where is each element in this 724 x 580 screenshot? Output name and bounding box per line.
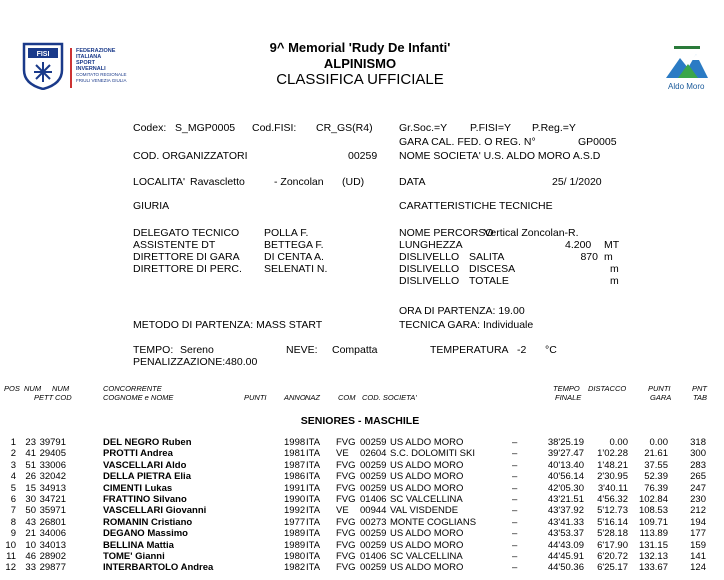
localita-value: Ravascletto <box>190 176 245 188</box>
cell-cod: 28902 <box>39 551 66 562</box>
official-role-1: DELEGATO TECNICO <box>133 227 240 239</box>
fed-line-4: INVERNALI <box>76 66 106 72</box>
official-name-2: BETTEGA F. <box>264 239 324 251</box>
cell-dist: 3'40.11 <box>597 482 628 494</box>
svg-text:FISI: FISI <box>36 51 50 58</box>
cell-dash: – <box>512 482 518 494</box>
dislivello-label-2: DISLIVELLO <box>399 263 460 275</box>
cell-punti: 133.67 <box>638 562 668 574</box>
col-cognome: COGNOME e NOME <box>103 393 174 402</box>
cell-dist: 1'02.28 <box>597 448 628 460</box>
dislivello-label-1: DISLIVELLO <box>399 251 460 263</box>
percorso-label: NOME PERCORSO <box>399 227 494 239</box>
cell-tempo: 43'41.33 <box>547 516 584 528</box>
club-logo <box>664 44 710 92</box>
temperatura-label: TEMPERATURA <box>430 344 509 356</box>
cell-tab: 177 <box>690 528 706 540</box>
penalizzazione: PENALIZZAZIONE:480.00 <box>133 356 258 368</box>
cell-codsoc: 01406 <box>360 551 387 562</box>
cell-pett: 43 <box>25 516 36 528</box>
col-punti2: PUNTI <box>648 384 671 393</box>
cell-tempo: 42'05.30 <box>547 482 584 494</box>
fed-line-2: ITALIANA <box>76 54 102 60</box>
tecnica-gara: TECNICA GARA: Individuale <box>399 319 534 331</box>
cell-codsoc: 00259 <box>360 482 387 494</box>
cell-punti: 132.13 <box>638 551 668 562</box>
cell-tab: 141 <box>690 551 706 562</box>
cell-anno: 1982 <box>284 562 306 574</box>
cell-pett: 10 <box>25 539 36 551</box>
cell-codsoc: 00944 <box>360 505 387 517</box>
cell-name: VASCELLARI Giovanni <box>103 505 207 517</box>
col-gara: GARA <box>650 393 672 402</box>
cell-pos: 1 <box>10 437 16 448</box>
cell-pett: 50 <box>25 505 36 517</box>
cell-dist: 5'16.14 <box>597 516 628 528</box>
cell-punti: 0.00 <box>649 437 668 448</box>
cell-tab: 124 <box>690 562 706 574</box>
cell-codsoc: 00259 <box>360 528 387 540</box>
cell-name: PROTTI Andrea <box>103 448 173 460</box>
cell-soc: US ALDO MORO <box>390 482 464 494</box>
fed-line-3: SPORT <box>76 60 95 66</box>
cell-tab: 230 <box>690 494 706 505</box>
cell-anno: 1981 <box>284 448 306 460</box>
cell-punti: 113.89 <box>639 528 668 540</box>
cell-name: VASCELLARI Aldo <box>103 459 187 471</box>
cell-dash: – <box>512 516 518 528</box>
cell-pos: 6 <box>10 494 16 505</box>
cell-com: FVG <box>336 516 356 528</box>
cell-cod: 39791 <box>39 437 66 448</box>
cell-pett: 41 <box>25 448 36 460</box>
table-row <box>0 541 724 552</box>
p-fisi: P.FISI=Y <box>470 122 511 134</box>
lunghezza-label: LUNGHEZZA <box>399 239 463 251</box>
cell-com: FVG <box>336 528 356 540</box>
col-com: COM <box>338 393 356 402</box>
cell-tab: 247 <box>690 482 706 494</box>
cell-cod: 33006 <box>39 459 66 471</box>
table-row <box>0 552 724 563</box>
cell-naz: ITA <box>306 551 321 562</box>
neve-value: Compatta <box>332 344 378 356</box>
col-distacco: DISTACCO <box>588 384 627 393</box>
cell-anno: 1989 <box>284 539 306 551</box>
col-punti: PUNTI <box>244 393 267 402</box>
p-reg: P.Reg.=Y <box>532 122 576 134</box>
codfisi-label: Cod.FISI: <box>252 122 297 134</box>
cell-com: FVG <box>336 482 356 494</box>
cell-naz: ITA <box>306 562 321 574</box>
fisi-emblem-icon <box>20 40 66 90</box>
cell-soc: MONTE COGLIANS <box>390 516 477 528</box>
table-row <box>0 518 724 529</box>
localita-label: LOCALITA' <box>133 176 185 188</box>
cell-soc: US ALDO MORO <box>390 437 464 448</box>
col-pos: POS <box>4 384 20 393</box>
cell-tempo: 38'25.19 <box>547 437 584 448</box>
cell-dash: – <box>512 539 518 551</box>
cell-cod: 29877 <box>39 562 66 574</box>
cell-soc: US ALDO MORO <box>390 459 464 471</box>
cell-dash: – <box>512 551 518 562</box>
cell-punti: 108.53 <box>638 505 668 517</box>
table-row <box>0 563 724 574</box>
nome-soc: NOME SOCIETA' U.S. ALDO MORO A.S.D <box>399 150 601 162</box>
cell-pett: 26 <box>25 471 36 483</box>
cell-name: FRATTINO Silvano <box>103 494 187 505</box>
gara-cal-value: GP0005 <box>578 136 617 148</box>
cell-tempo: 40'13.40 <box>547 459 584 471</box>
dislivello-sub-3: TOTALE <box>469 275 509 287</box>
table-row <box>0 495 724 506</box>
cell-tab: 283 <box>690 459 706 471</box>
cell-cod: 35971 <box>39 505 66 517</box>
cell-dist: 1'48.21 <box>597 459 628 471</box>
cell-cod: 34721 <box>39 494 66 505</box>
col-num2: NUM <box>52 384 70 393</box>
cell-anno: 1980 <box>284 551 306 562</box>
cell-tempo: 44'43.09 <box>547 539 584 551</box>
giuria-heading: GIURIA <box>133 200 170 212</box>
cell-dist: 2'30.95 <box>597 471 628 483</box>
cell-dist: 5'28.18 <box>597 528 628 540</box>
club-logo-text: Aldo Moro <box>668 82 705 91</box>
official-name-3: DI CENTA A. <box>264 251 324 263</box>
localita-value2: - Zoncolan <box>274 176 324 188</box>
table-row <box>0 449 724 460</box>
col-tab: TAB <box>693 393 708 402</box>
cell-tempo: 44'50.36 <box>547 562 584 574</box>
cell-codsoc: 00259 <box>360 471 387 483</box>
col-tempo: TEMPO <box>553 384 580 393</box>
cell-soc: US ALDO MORO <box>390 562 464 574</box>
cell-dist: 6'25.17 <box>597 562 628 574</box>
cell-cod: 26801 <box>39 516 66 528</box>
cell-codsoc: 00259 <box>360 459 387 471</box>
metodo-partenza: METODO DI PARTENZA: MASS START <box>133 319 323 331</box>
fed-line-6: FRIULI VENEZIA GIULIA <box>76 78 127 83</box>
cell-pos: 8 <box>10 516 16 528</box>
cell-pett: 23 <box>25 437 36 448</box>
classification-title: CLASSIFICA UFFICIALE <box>276 71 444 88</box>
cell-name: ROMANIN Cristiano <box>103 516 193 528</box>
cell-name: INTERBARTOLO Andrea <box>103 562 214 574</box>
cell-com: FVG <box>336 539 356 551</box>
table-row <box>0 438 724 449</box>
dislivello-value-1: 870 <box>580 251 598 263</box>
dislivello-unit-3: m <box>610 275 619 287</box>
cell-naz: ITA <box>306 516 321 528</box>
neve-label: NEVE: <box>286 344 318 356</box>
cell-punti: 37.55 <box>644 459 668 471</box>
cell-punti: 52.39 <box>644 471 668 483</box>
cell-codsoc: 00259 <box>360 539 387 551</box>
cell-codsoc: 01406 <box>360 494 387 505</box>
cell-naz: ITA <box>306 448 321 460</box>
cell-naz: ITA <box>306 494 321 505</box>
gr-soc: Gr.Soc.=Y <box>399 122 448 134</box>
localita-prov: (UD) <box>342 176 365 188</box>
cell-dist: 0.00 <box>609 437 628 448</box>
temperatura-value: -2 <box>517 344 527 356</box>
cell-soc: VAL VISDENDE <box>390 505 459 517</box>
cell-anno: 1991 <box>284 482 306 494</box>
cell-com: VE <box>336 448 349 460</box>
percorso-value: Vertical Zoncolan-R. <box>484 227 579 239</box>
cell-anno: 1992 <box>284 505 306 517</box>
cell-pos: 7 <box>10 505 16 517</box>
cell-soc: US ALDO MORO <box>390 471 464 483</box>
cell-com: FVG <box>336 562 356 574</box>
cell-pett: 30 <box>25 494 36 505</box>
ora-partenza: ORA DI PARTENZA: 19.00 <box>399 305 525 317</box>
event-title: 9^ Memorial 'Rudy De Infanti' <box>269 40 451 55</box>
cell-codsoc: 00259 <box>360 562 387 574</box>
official-role-4: DIRETTORE DI PERC. <box>133 263 242 275</box>
cell-com: VE <box>336 505 349 517</box>
cell-dash: – <box>512 505 518 517</box>
codex-value: S_MGP0005 <box>175 122 236 134</box>
cell-naz: ITA <box>306 539 321 551</box>
cell-pos: 2 <box>10 448 16 460</box>
cell-cod: 34913 <box>39 482 66 494</box>
caratt-heading: CARATTERISTICHE TECNICHE <box>399 200 553 212</box>
temperatura-unit: °C <box>545 344 557 356</box>
cell-com: FVG <box>336 471 356 483</box>
col-num: NUM <box>24 384 42 393</box>
col-concorrente: CONCORRENTE <box>103 384 162 393</box>
cell-pett: 15 <box>25 482 36 494</box>
cell-dash: – <box>512 494 518 505</box>
cell-tab: 300 <box>690 448 706 460</box>
cell-name: TOME' Gianni <box>103 551 165 562</box>
table-row <box>0 529 724 540</box>
codex-label: Codex: <box>133 122 167 134</box>
cell-naz: ITA <box>306 482 321 494</box>
tempo-value: Sereno <box>180 344 214 356</box>
cell-naz: ITA <box>306 437 321 448</box>
cell-soc: US ALDO MORO <box>390 528 464 540</box>
cell-anno: 1987 <box>284 459 306 471</box>
cell-cod: 34006 <box>39 528 66 540</box>
cell-punti: 102.84 <box>638 494 668 505</box>
cell-soc: SC VALCELLINA <box>390 494 463 505</box>
gara-cal-label: GARA CAL. FED. O REG. N° <box>399 136 536 148</box>
dislivello-sub-2: DISCESA <box>469 263 516 275</box>
cell-dist: 5'12.73 <box>597 505 628 517</box>
cell-punti: 76.39 <box>644 482 668 494</box>
cell-tempo: 39'27.47 <box>547 448 584 460</box>
cell-com: FVG <box>336 437 356 448</box>
cell-pos: 5 <box>10 482 16 494</box>
cell-dash: – <box>512 471 518 483</box>
cell-name: CIMENTI Lukas <box>103 482 173 494</box>
cell-naz: ITA <box>306 505 321 517</box>
dislivello-unit-2: m <box>610 263 619 275</box>
tempo-label: TEMPO: <box>133 344 174 356</box>
cell-punti: 109.71 <box>638 516 668 528</box>
cell-naz: ITA <box>306 528 321 540</box>
cell-tab: 212 <box>690 505 706 517</box>
fisi-logo <box>20 38 140 92</box>
col-anno: ANNO <box>284 393 306 402</box>
cell-pos: 4 <box>10 471 16 483</box>
cell-dash: – <box>512 437 518 448</box>
cell-anno: 1989 <box>284 528 306 540</box>
cell-pett: 33 <box>25 562 36 574</box>
fed-line-1: FEDERAZIONE <box>76 48 116 54</box>
cell-pett: 21 <box>25 528 36 540</box>
cell-dist: 4'56.32 <box>597 494 628 505</box>
cell-punti: 131.15 <box>638 539 668 551</box>
official-name-1: POLLA F. <box>264 227 309 239</box>
cell-codsoc: 00259 <box>360 437 387 448</box>
col-pett: PETT <box>34 393 54 402</box>
cell-punti: 21.61 <box>644 448 668 460</box>
cell-tempo: 43'53.37 <box>547 528 584 540</box>
cell-tab: 265 <box>690 471 706 483</box>
category-heading: SENIORES - MASCHILE <box>300 415 420 427</box>
cell-name: BELLINA Mattia <box>103 539 174 551</box>
data-value: 25/ 1/2020 <box>552 176 602 188</box>
cell-codsoc: 00273 <box>360 516 387 528</box>
cell-tempo: 40'56.14 <box>547 471 584 483</box>
table-row <box>0 461 724 472</box>
col-naz: NAZ <box>305 393 320 402</box>
official-name-4: SELENATI N. <box>264 263 328 275</box>
mountain-logo-icon <box>664 44 710 84</box>
cell-pos: 3 <box>10 459 16 471</box>
cell-com: FVG <box>336 494 356 505</box>
cell-cod: 32042 <box>39 471 66 483</box>
lunghezza-unit: MT <box>604 239 620 251</box>
col-pnt: PNT <box>692 384 707 393</box>
cell-codsoc: 02604 <box>360 448 387 460</box>
col-finale: FINALE <box>555 393 582 402</box>
cell-anno: 1977 <box>284 516 306 528</box>
cell-com: FVG <box>336 459 356 471</box>
cell-tempo: 43'21.51 <box>547 494 584 505</box>
codfisi-value: CR_GS(R4) <box>316 122 373 134</box>
cell-tempo: 43'37.92 <box>547 505 584 517</box>
cell-soc: US ALDO MORO <box>390 539 464 551</box>
cell-pos: 10 <box>5 539 16 551</box>
cell-pos: 12 <box>5 562 16 574</box>
cell-naz: ITA <box>306 459 321 471</box>
cell-anno: 1990 <box>284 494 306 505</box>
cell-anno: 1986 <box>284 471 306 483</box>
cell-com: FVG <box>336 551 356 562</box>
dislivello-label-3: DISLIVELLO <box>399 275 460 287</box>
fed-line-5: COMITATO REGIONALE <box>76 72 127 77</box>
cell-dist: 6'20.72 <box>597 551 628 562</box>
lunghezza-value: 4.200 <box>565 239 592 251</box>
cell-tab: 318 <box>690 437 706 448</box>
cell-tab: 194 <box>690 516 706 528</box>
table-row <box>0 472 724 483</box>
cell-name: DEL NEGRO Ruben <box>103 437 192 448</box>
cell-pos: 11 <box>6 551 16 562</box>
cell-dash: – <box>512 528 518 540</box>
dislivello-unit-1: m <box>604 251 613 263</box>
cell-naz: ITA <box>306 471 321 483</box>
data-label: DATA <box>399 176 426 188</box>
cell-name: DELLA PIETRA Elia <box>103 471 191 483</box>
cell-tempo: 44'45.91 <box>547 551 584 562</box>
cell-pett: 51 <box>25 459 36 471</box>
cell-anno: 1998 <box>284 437 306 448</box>
cod-org-value: 00259 <box>348 150 378 162</box>
official-role-2: ASSISTENTE DT <box>133 239 216 251</box>
cell-soc: S.C. DOLOMITI SKI <box>390 448 475 460</box>
discipline-title: ALPINISMO <box>323 56 397 71</box>
cell-tab: 159 <box>690 539 706 551</box>
official-role-3: DIRETTORE DI GARA <box>133 251 240 263</box>
dislivello-sub-1: SALITA <box>469 251 505 263</box>
col-codsoc: COD. SOCIETA' <box>362 393 417 402</box>
cell-dash: – <box>512 562 518 574</box>
table-row <box>0 506 724 517</box>
table-row <box>0 484 724 495</box>
col-cod: COD <box>55 393 72 402</box>
cell-name: DEGANO Massimo <box>103 528 188 540</box>
cell-cod: 29405 <box>39 448 66 460</box>
cell-soc: SC VALCELLINA <box>390 551 463 562</box>
cell-cod: 34013 <box>39 539 66 551</box>
cell-dash: – <box>512 459 518 471</box>
cell-pett: 46 <box>25 551 36 562</box>
cell-dist: 6'17.90 <box>597 539 628 551</box>
cod-org-label: COD. ORGANIZZATORI <box>133 150 248 162</box>
cell-pos: 9 <box>10 528 16 540</box>
cell-dash: – <box>512 448 518 460</box>
